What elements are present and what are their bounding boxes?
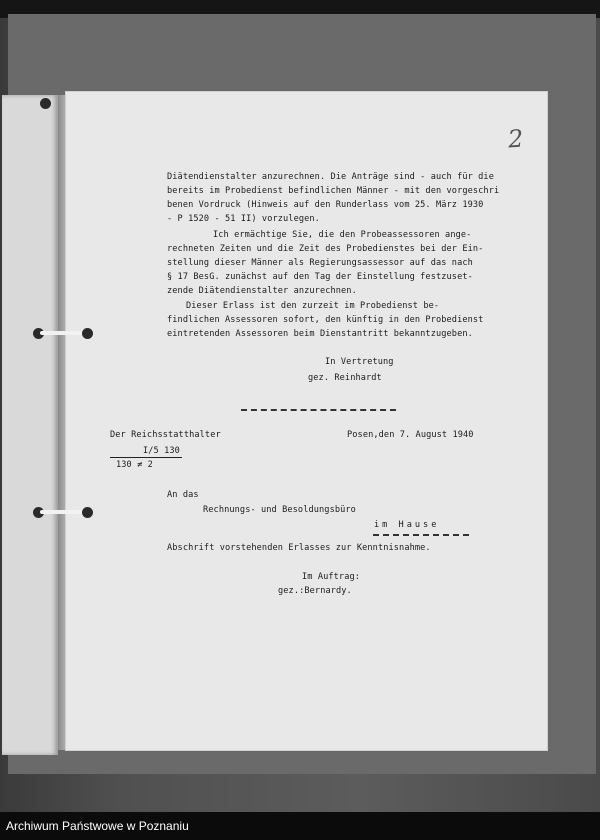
body-line: findlichen Assessoren sofort, den künftig in den Probedienst	[167, 315, 484, 325]
place-date: Posen,den 7. August 1940	[347, 430, 474, 440]
recipient-underline	[373, 534, 469, 536]
file-reference: I/5 130	[143, 446, 180, 456]
body-line: rechneten Zeiten und die Zeit des Probedienstes bei der Ein-	[167, 244, 484, 254]
file-reference-secondary: 130 ≠ 2	[116, 460, 153, 470]
signature-title: In Vertretung	[325, 357, 394, 367]
binder-ring-lower-right	[82, 507, 93, 518]
body-line: Dieser Erlass ist den zurzeit im Probedienst be-	[186, 301, 440, 311]
section-divider	[241, 409, 396, 411]
body-line: Ich ermächtige Sie, die den Probeassessoren ange-	[213, 230, 472, 240]
signature-name: gez. Reinhardt	[308, 373, 382, 383]
signature-name: gez.:Bernardy.	[278, 586, 352, 596]
recipient-line: An das	[167, 490, 199, 500]
body-line: stellung dieser Männer als Regierungsassessor auf das nach	[167, 258, 473, 268]
punch-hole-top	[40, 98, 51, 109]
left-sheet	[2, 95, 58, 755]
body-line: benen Vordruck (Hinweis auf den Runderlass vom 25. März 1930	[167, 200, 484, 210]
copy-note: Abschrift vorstehenden Erlasses zur Kenntnisnahme.	[167, 543, 431, 553]
body-line: bereits im Probedienst befindlichen Männer - mit den vorgeschri	[167, 186, 500, 196]
body-line: eintretenden Assessoren beim Dienstantritt bekanntzugeben.	[167, 329, 473, 339]
body-line: Diätendienstalter anzurechnen. Die Anträge sind - auch für die	[167, 172, 494, 182]
binder-clip-lower	[40, 510, 86, 514]
body-line: - P 1520 - 51 II) vorzulegen.	[167, 214, 320, 224]
archive-credit: Archiwum Państwowe w Poznaniu	[6, 819, 189, 833]
signature-title: Im Auftrag:	[302, 572, 361, 582]
recipient-line: im Hause	[374, 520, 440, 530]
binder-clip-upper	[40, 331, 86, 335]
recipient-line: Rechnungs- und Besoldungsbüro	[203, 505, 356, 515]
page-number: 2	[507, 124, 525, 154]
file-reference-underline	[110, 457, 182, 458]
body-line: zende Diätendienstalter anzurechnen.	[167, 286, 357, 296]
binder-ring-upper-right	[82, 328, 93, 339]
sender: Der Reichsstatthalter	[110, 430, 221, 440]
body-line: § 17 BesG. zunächst auf den Tag der Einstellung festzuset-	[167, 272, 473, 282]
